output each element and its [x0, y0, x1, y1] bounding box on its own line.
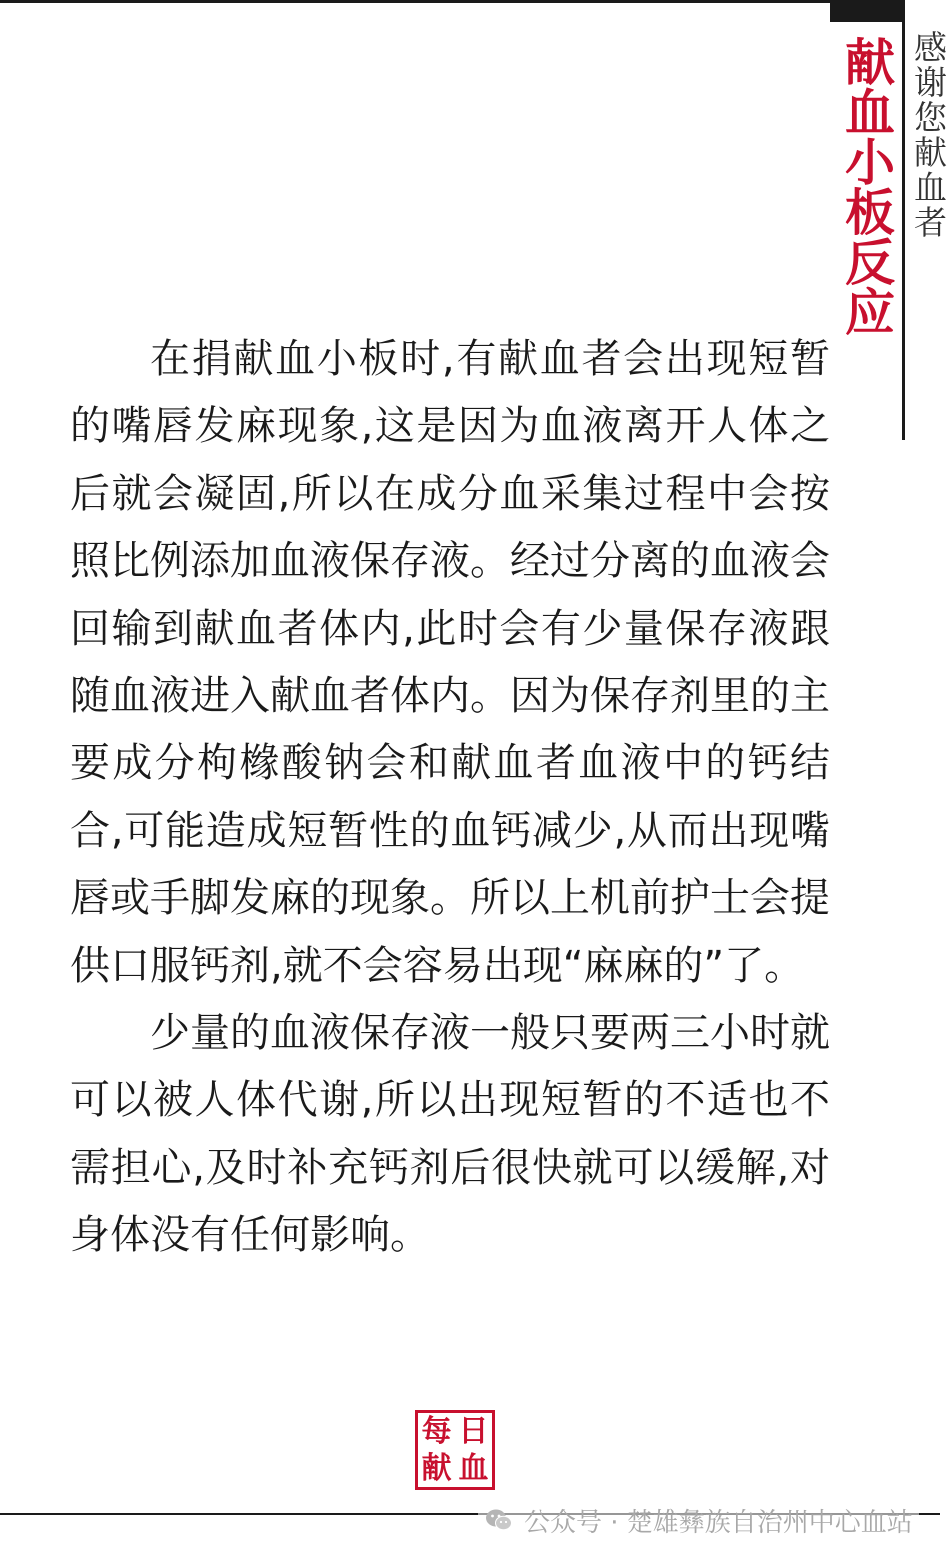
seal-char-1: 每 [421, 1413, 452, 1449]
side-rule [902, 0, 905, 440]
watermark [478, 1498, 919, 1542]
paragraph-2: 少量的血液保存液一般只要两三小时就可以被人体代谢,所以出现短暂的不适也不需担心,及时补充钙剂后很快就可以缓解,对身体没有任何影响。 [70, 1010, 830, 1259]
paragraph-1: 在捐献血小板时,有献血者会出现短暂的嘴唇发麻现象,这是因为血液离开人体之后就会凝固,所以在成分血采集过程中会按照比例添加血液保存液。经过分离的血液会回输到献血者体内,此时会有少量保存液跟随血液进入献血者体内。因为保存剂里的主要成分枸橼酸钠会和献血者血液中的钙结合,可能造成短暂性的血钙减少,从而出现嘴唇或手脚发麻的现象。所以上机前护士会提供口服钙剂,就不会容易出现“麻麻的”了。 [70, 336, 830, 989]
seal-char-2: 日 [458, 1413, 489, 1449]
top-rule [0, 0, 830, 3]
watermark-text: 公众号 · 楚雄彝族自治州中心血站 [524, 1507, 913, 1538]
thank-you-slogan: 感谢您献血者 [909, 30, 948, 240]
article-body [70, 326, 830, 1270]
seal-char-4: 血 [458, 1450, 489, 1486]
section-title: 献血小板反应 [837, 36, 895, 336]
wechat-icon [484, 1505, 514, 1535]
seal-char-3: 献 [421, 1450, 452, 1486]
daily-blood-donation-seal [415, 1410, 495, 1490]
corner-block [830, 0, 902, 22]
